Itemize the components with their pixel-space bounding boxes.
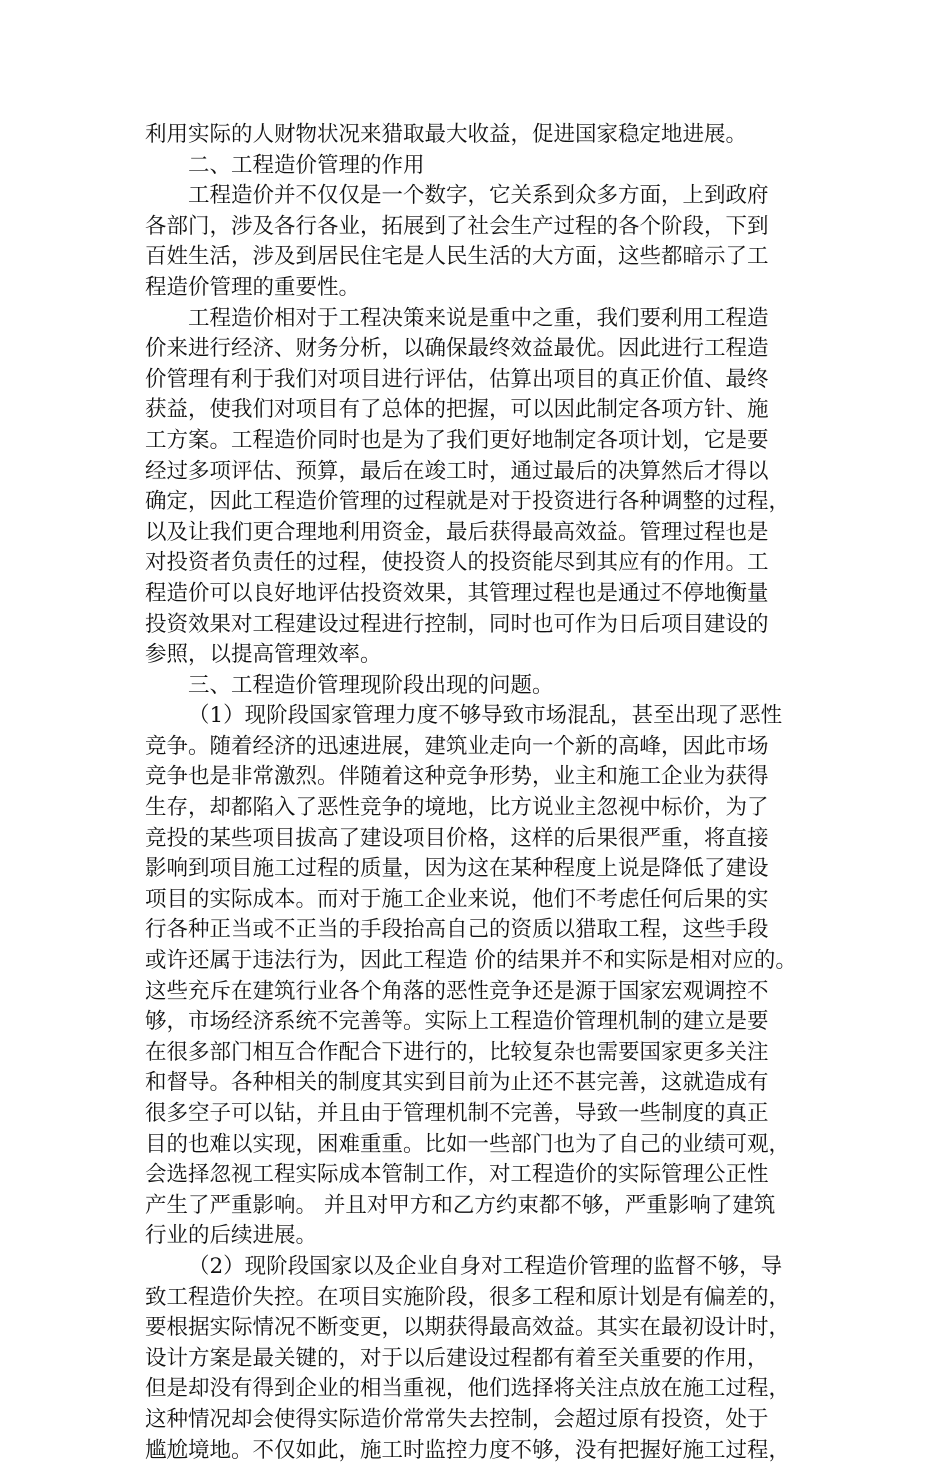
text-line: 设计方案是最关键的，对于以后建设过程都有着至关重要的作用， bbox=[145, 1345, 769, 1371]
text-line: 投资效果对工程建设过程进行控制，同时也可作为日后项目建设的 bbox=[145, 611, 769, 637]
text-line: 确定，因此工程造价管理的过程就是对于投资进行各种调整的过程， bbox=[145, 489, 791, 515]
text-line: 竞争也是非常激烈。伴随着这种竞争形势，业主和施工企业为获得 bbox=[145, 764, 769, 790]
text-line: 产生了严重影响。 并且对甲方和乙方约束都不够，严重影响了建筑 bbox=[145, 1192, 776, 1218]
text-line: 工程造价并不仅仅是一个数字，它关系到众多方面，上到政府 bbox=[188, 183, 769, 209]
text-line: 致工程造价失控。在项目实施阶段，很多工程和原计划是有偏差的， bbox=[145, 1284, 791, 1310]
text-line: （2）现阶段国家以及企业自身对工程造价管理的监督不够，导 bbox=[188, 1253, 783, 1279]
text-line: 影响到项目施工过程的质量，因为这在某种程度上说是降低了建设 bbox=[145, 856, 769, 882]
text-line: 获益，使我们对项目有了总体的把握，可以因此制定各项方针、施 bbox=[145, 397, 769, 423]
text-line: 会选择忽视工程实际成本管制工作，对工程造价的实际管理公正性 bbox=[145, 1162, 769, 1188]
text-line: 价管理有利于我们对项目进行评估，估算出项目的真正价值、最终 bbox=[145, 366, 769, 392]
text-line: 竞争。随着经济的迅速进展，建筑业走向一个新的高峰，因此市场 bbox=[145, 733, 769, 759]
text-line: 尴尬境地。不仅如此，施工时监控力度不够，没有把握好施工过程， bbox=[145, 1437, 791, 1463]
text-line: 生存，却都陷入了恶性竞争的境地，比方说业主忽视中标价，为了 bbox=[145, 795, 769, 821]
text-line: 行各种正当或不正当的手段抬高自己的资质以猎取工程，这些手段 bbox=[145, 917, 769, 943]
text-line: 经过多项评估、预算，最后在竣工时，通过最后的决算然后才得以 bbox=[145, 458, 769, 484]
text-line: 在很多部门相互合作配合下进行的，比较复杂也需要国家更多关注 bbox=[145, 1039, 769, 1065]
text-line: 百姓生活，涉及到居民住宅是人民生活的大方面，这些都暗示了工 bbox=[145, 244, 769, 270]
text-line: 价来进行经济、财务分析，以确保最终效益最优。因此进行工程造 bbox=[145, 336, 769, 362]
body-text bbox=[145, 120, 805, 1466]
text-line: 参照，以提高管理效率。 bbox=[145, 642, 382, 668]
text-line: 程造价管理的重要性。 bbox=[145, 274, 361, 300]
text-line: 目的也难以实现，困难重重。比如一些部门也为了自己的业绩可观， bbox=[145, 1131, 791, 1157]
text-line: 很多空子可以钻，并且由于管理机制不完善，导致一些制度的真正 bbox=[145, 1101, 769, 1126]
text-line: 这种情况却会使得实际造价常常失去控制，会超过原有投资，处于 bbox=[145, 1406, 769, 1432]
text-line: 和督导。各种相关的制度其实到目前为止还不甚完善，这就造成有 bbox=[145, 1070, 769, 1096]
text-line: 够，市场经济系统不完善等。实际上工程造价管理机制的建立是要 bbox=[145, 1009, 769, 1035]
text-line: 程造价可以良好地评估投资效果，其管理过程也是通过不停地衡量 bbox=[145, 580, 769, 606]
text-line: 利用实际的人财物状况来猎取最大收益，促进国家稳定地进展。 bbox=[145, 122, 748, 147]
text-line: 行业的后续进展。 bbox=[145, 1223, 318, 1249]
text-line: 竞投的某些项目拔高了建设项目价格，这样的后果很严重，将直接 bbox=[145, 825, 769, 851]
text-line: 各部门，涉及各行各业，拓展到了社会生产过程的各个阶段，下到 bbox=[145, 213, 769, 239]
text-line: 这些充斥在建筑行业各个角落的恶性竞争还是源于国家宏观调控不 bbox=[145, 978, 769, 1004]
section-heading: 二、工程造价管理的作用 bbox=[188, 152, 425, 178]
section-heading: 三、工程造价管理现阶段出现的问题。 bbox=[188, 672, 554, 698]
text-line: 或许还属于违法行为，因此工程造 价的结果并不和实际是相对应的。 bbox=[145, 948, 797, 974]
text-line: 项目的实际成本。而对于施工企业来说，他们不考虑任何后果的实 bbox=[145, 886, 769, 912]
text-line: （1）现阶段国家管理力度不够导致市场混乱，甚至出现了恶性 bbox=[188, 703, 783, 729]
text-line: 但是却没有得到企业的相当重视，他们选择将关注点放在施工过程， bbox=[145, 1376, 791, 1402]
text-line: 对投资者负责任的过程，使投资人的投资能尽到其应有的作用。工 bbox=[145, 550, 769, 576]
text-line: 要根据实际情况不断变更，以期获得最高效益。其实在最初设计时， bbox=[145, 1315, 791, 1341]
text-line: 工方案。工程造价同时也是为了我们更好地制定各项计划，它是要 bbox=[145, 427, 769, 453]
text-line: 以及让我们更合理地利用资金，最后获得最高效益。管理过程也是 bbox=[145, 519, 769, 545]
text-line: 工程造价相对于工程决策来说是重中之重，我们要利用工程造 bbox=[188, 305, 769, 331]
